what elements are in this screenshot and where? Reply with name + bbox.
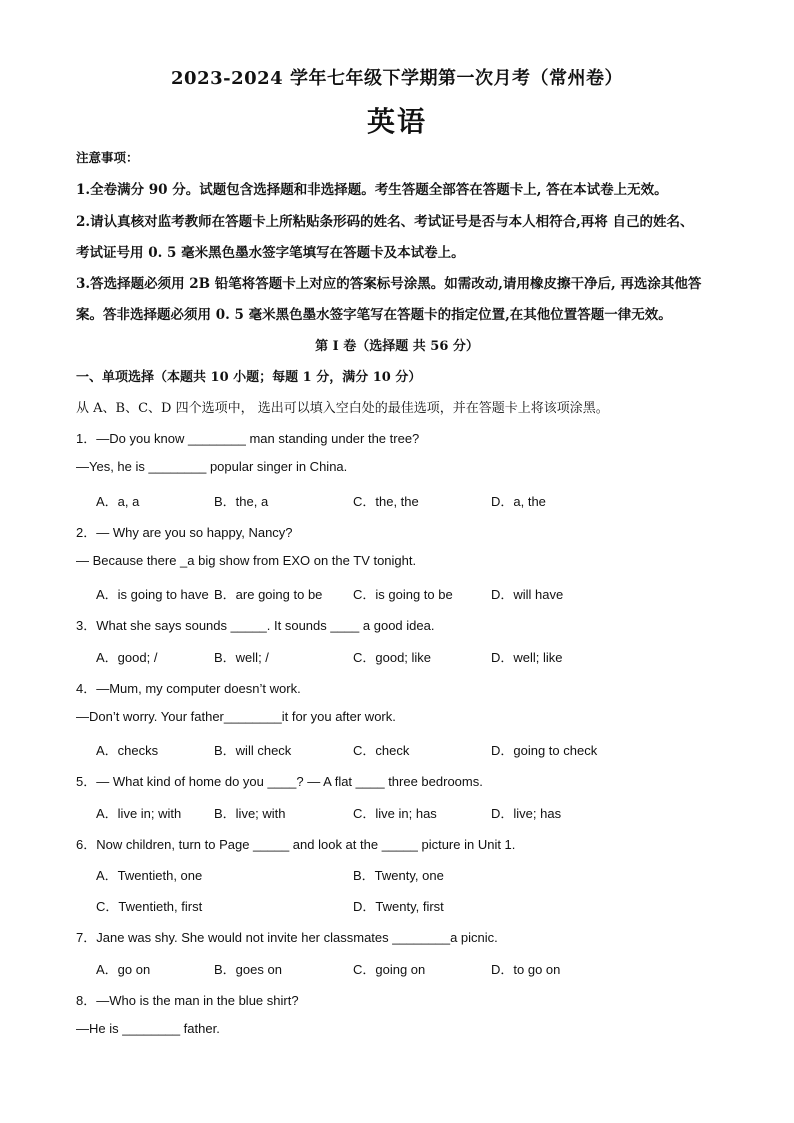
q5-option-a: A．live in; with <box>96 806 182 821</box>
question-1-line-2: —Yes, he is ________ popular singer in China. <box>76 459 348 474</box>
note-1: 1.全卷满分 90 分。试题包含选择题和非选择题。考生答题全部答在答题卡上, 答在本试卷上无效。 <box>76 182 668 198</box>
q2-option-a: A．is going to have <box>96 587 209 602</box>
subject-title: 英语 <box>366 105 427 138</box>
question-6-line-1: 6．Now children, turn to Page _____ and look at the _____ picture in Unit 1. <box>76 837 516 852</box>
q4-option-b: B．will check <box>214 743 292 758</box>
q3-option-b: B．well; / <box>214 650 269 665</box>
q4-option-d: D．going to check <box>491 743 598 758</box>
q2-option-b: B．are going to be <box>214 587 323 602</box>
q1-option-d: D．a, the <box>491 494 546 509</box>
note-3-line-2: 案。答非选择题必须用 0. 5 毫米黑色墨水签字笔写在答题卡的指定位置,在其他位置答题一律无效。 <box>76 307 672 323</box>
q4-option-a: A．checks <box>96 743 159 758</box>
note-3-line-1: 3.答选择题必须用 2B 铅笔将答题卡上对应的答案标号涂黑。如需改动,请用橡皮擦干净后, 再选涂其他答 <box>76 276 702 292</box>
part1-title: 一、单项选择（本题共 10 小题；每题 1 分，满分 10 分） <box>76 370 422 385</box>
q7-option-c: C．going on <box>353 962 426 977</box>
question-4-line-1: 4．—Mum, my computer doesn’t work. <box>76 681 301 696</box>
question-8-line-1: 8．—Who is the man in the blue shirt? <box>76 993 299 1008</box>
q2-option-d: D．will have <box>491 587 564 602</box>
q7-option-b: B．goes on <box>214 962 282 977</box>
question-1-line-1: 1．—Do you know ________ man standing under the tree? <box>76 431 420 446</box>
q6-option-a: A．Twentieth, one <box>96 868 203 883</box>
question-4-line-2: —Don’t worry. Your father________it for you after work. <box>76 709 396 724</box>
q7-option-d: D．to go on <box>491 962 561 977</box>
note-2-line-1: 2.请认真核对监考教师在答题卡上所粘贴条形码的姓名、考试证号是否与本人相符合,再将 自己的姓名、 <box>76 214 694 230</box>
q4-option-c: C．check <box>353 743 410 758</box>
q5-option-d: D．live; has <box>491 806 562 821</box>
q1-option-a: A．a, a <box>96 494 140 509</box>
exam-title: 2023-2024 学年七年级下学期第一次月考（常州卷） <box>171 68 623 89</box>
q7-option-a: A．go on <box>96 962 151 977</box>
q1-option-c: C．the, the <box>353 494 419 509</box>
volume-heading: 第 I 卷（选择题 共 56 分） <box>315 339 479 354</box>
part1-instructions: 从 A、B、C、D 四个选项中， 选出可以填入空白处的最佳选项，并在答题卡上将该项涂黑。 <box>76 401 609 416</box>
q3-option-a: A．good; / <box>96 650 158 665</box>
notes-heading: 注意事项： <box>76 150 139 165</box>
question-5-line-1: 5．— What kind of home do you ____? — A flat ____ three bedrooms. <box>76 774 483 789</box>
question-3-line-1: 3．What she says sounds _____. It sounds ____ a good idea. <box>76 618 435 633</box>
q5-option-b: B．live; with <box>214 806 286 821</box>
q6-option-c: C．Twentieth, first <box>96 899 203 914</box>
note-2-line-2: 考试证号用 0. 5 毫米黑色墨水签字笔填写在答题卡及本试卷上。 <box>76 245 465 261</box>
q3-option-c: C．good; like <box>353 650 432 665</box>
q6-option-d: D．Twenty, first <box>353 899 444 914</box>
q6-option-b: B．Twenty, one <box>353 868 444 883</box>
q5-option-c: C．live in; has <box>353 806 437 821</box>
question-2-line-1: 2．— Why are you so happy, Nancy? <box>76 525 293 540</box>
question-7-line-1: 7．Jane was shy. She would not invite her classmates ________a picnic. <box>76 930 498 945</box>
question-2-line-2: — Because there _a big show from EXO on the TV tonight. <box>76 553 417 568</box>
q1-option-b: B．the, a <box>214 494 269 509</box>
q2-option-c: C．is going to be <box>353 587 453 602</box>
question-8-line-2: —He is ________ father. <box>76 1021 220 1036</box>
q3-option-d: D．well; like <box>491 650 563 665</box>
